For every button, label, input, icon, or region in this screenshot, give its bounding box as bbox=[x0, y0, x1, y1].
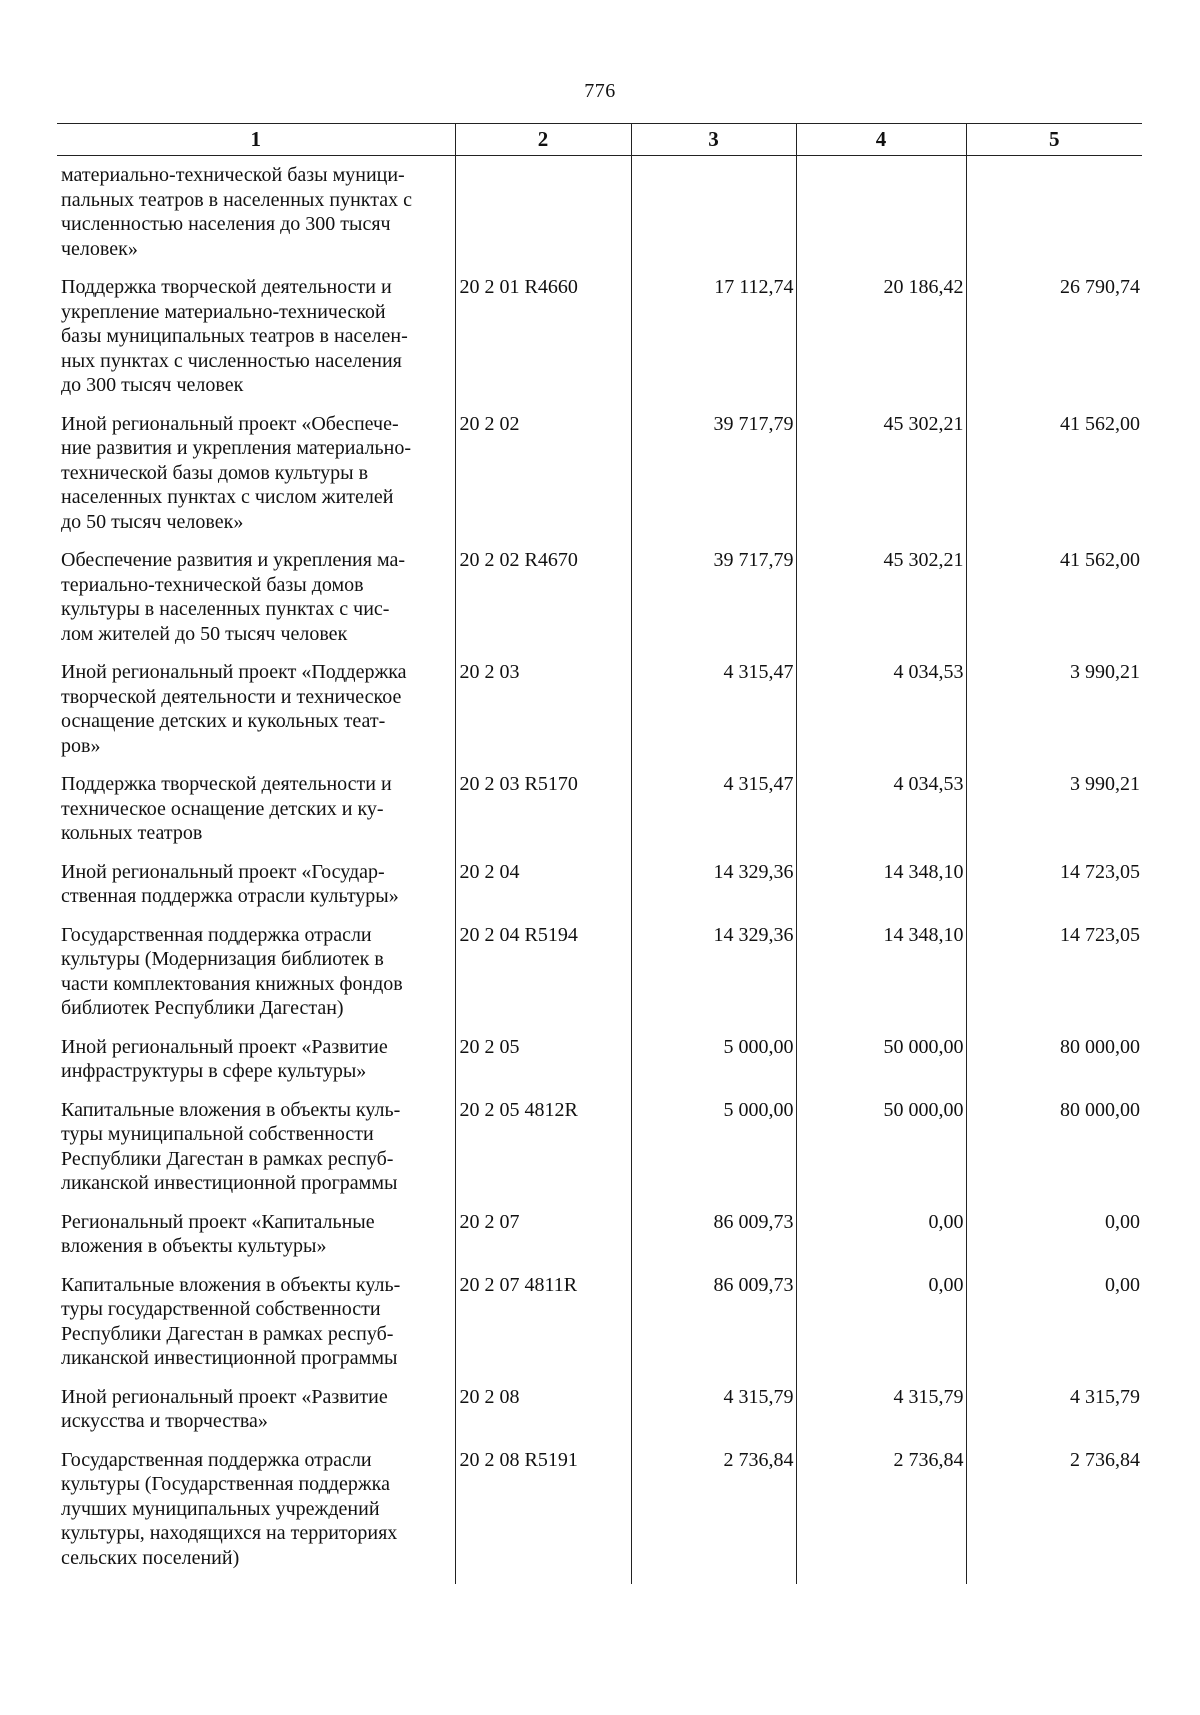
table-row bbox=[57, 156, 1142, 276]
row-name: Капитальные вложения в объекты куль- туры муниципальной собственности Республики Дагестан в рамках респуб- ликанской инвестиционной программы bbox=[61, 1098, 401, 1194]
row-value-col-5: 26 790,74 bbox=[966, 275, 1142, 412]
row-value-col-4: 45 302,21 bbox=[796, 548, 966, 660]
row-code: 20 2 07 4811R bbox=[455, 1273, 631, 1385]
row-value-col-3: 4 315,47 bbox=[631, 772, 796, 860]
table-row bbox=[57, 1448, 1142, 1585]
row-name: Иной региональный проект «Обеспече- ние развития и укрепления материально- технической базы домов культуры в населенных пунктах с числом жителей до 50 тысяч человек» bbox=[61, 412, 412, 533]
row-value-col-5: 14 723,05 bbox=[966, 923, 1142, 1035]
row-code: 20 2 05 4812R bbox=[455, 1098, 631, 1210]
row-code: 20 2 02 bbox=[455, 412, 631, 549]
table-row bbox=[57, 1098, 1142, 1210]
row-value-col-5: 4 315,79 bbox=[966, 1385, 1142, 1448]
row-code: 20 2 02 R4670 bbox=[455, 548, 631, 660]
row-value-col-5: 3 990,21 bbox=[966, 660, 1142, 772]
row-name: Поддержка творческой деятельности и техническое оснащение детских и ку- кольных театров bbox=[61, 773, 392, 844]
row-code: 20 2 01 R4660 bbox=[455, 275, 631, 412]
row-value-col-5: 41 562,00 bbox=[966, 412, 1142, 549]
row-code: 20 2 05 bbox=[455, 1035, 631, 1098]
row-code: 20 2 03 R5170 bbox=[455, 772, 631, 860]
row-name: Иной региональный проект «Развитие инфраструктуры в сфере культуры» bbox=[61, 1035, 388, 1082]
row-name: Иной региональный проект «Государ- ственная поддержка отрасли культуры» bbox=[61, 860, 399, 907]
table-row bbox=[57, 275, 1142, 412]
row-value-col-4: 0,00 bbox=[796, 1210, 966, 1273]
header-col-4: 4 bbox=[796, 124, 966, 156]
row-value-col-5: 80 000,00 bbox=[966, 1035, 1142, 1098]
header-col-2: 2 bbox=[455, 124, 631, 156]
header-col-5: 5 bbox=[966, 124, 1142, 156]
table-row bbox=[57, 860, 1142, 923]
table-row bbox=[57, 1035, 1142, 1098]
row-name: материально-технической базы муници- пальных театров в населенных пунктах с численностью населения до 300 тысяч человек» bbox=[61, 164, 412, 260]
row-code: 20 2 04 bbox=[455, 860, 631, 923]
row-value-col-4: 20 186,42 bbox=[796, 275, 966, 412]
table-row bbox=[57, 660, 1142, 772]
row-value-col-5: 3 990,21 bbox=[966, 772, 1142, 860]
table-row bbox=[57, 1385, 1142, 1448]
row-value-col-5 bbox=[966, 156, 1142, 276]
table-row bbox=[57, 1210, 1142, 1273]
row-name: Иной региональный проект «Поддержка творческой деятельности и техническое оснащение детских и кукольных теат- ров» bbox=[61, 661, 407, 757]
row-name: Государственная поддержка отрасли культуры (Государственная поддержка лучших муниципальных учреждений культуры, находящихся на территориях сельских поселений) bbox=[61, 1448, 398, 1569]
row-name: Иной региональный проект «Развитие искусства и творчества» bbox=[61, 1385, 388, 1432]
row-name: Государственная поддержка отрасли культуры (Модернизация библиотек в части комплектования книжных фондов библиотек Республики Дагестан) bbox=[61, 923, 403, 1019]
page-number: 776 bbox=[584, 80, 616, 102]
row-name: Обеспечение развития и укрепления ма- териально-технической базы домов культуры в населенных пунктах с чис- лом жителей до 50 тысяч человек bbox=[61, 549, 405, 645]
row-value-col-5: 80 000,00 bbox=[966, 1098, 1142, 1210]
row-value-col-4: 14 348,10 bbox=[796, 860, 966, 923]
row-value-col-3: 39 717,79 bbox=[631, 548, 796, 660]
row-value-col-4: 2 736,84 bbox=[796, 1448, 966, 1585]
row-code: 20 2 03 bbox=[455, 660, 631, 772]
row-name: Капитальные вложения в объекты куль- туры государственной собственности Республики Дагестан в рамках респуб- ликанской инвестиционной программы bbox=[61, 1273, 401, 1369]
table-row bbox=[57, 923, 1142, 1035]
row-value-col-4 bbox=[796, 156, 966, 276]
row-code: 20 2 07 bbox=[455, 1210, 631, 1273]
row-value-col-4: 50 000,00 bbox=[796, 1035, 966, 1098]
row-value-col-5: 41 562,00 bbox=[966, 548, 1142, 660]
row-value-col-3: 4 315,79 bbox=[631, 1385, 796, 1448]
row-value-col-3: 5 000,00 bbox=[631, 1098, 796, 1210]
table-row bbox=[57, 1273, 1142, 1385]
row-code: 20 2 08 R5191 bbox=[455, 1448, 631, 1585]
header-row bbox=[57, 124, 1142, 156]
table-header bbox=[57, 124, 1142, 156]
table-row bbox=[57, 548, 1142, 660]
row-value-col-3: 86 009,73 bbox=[631, 1273, 796, 1385]
row-value-col-3: 5 000,00 bbox=[631, 1035, 796, 1098]
row-value-col-3 bbox=[631, 156, 796, 276]
row-code bbox=[455, 156, 631, 276]
row-value-col-4: 4 034,53 bbox=[796, 772, 966, 860]
row-code: 20 2 08 bbox=[455, 1385, 631, 1448]
row-value-col-5: 14 723,05 bbox=[966, 860, 1142, 923]
row-value-col-4: 4 315,79 bbox=[796, 1385, 966, 1448]
row-value-col-4: 14 348,10 bbox=[796, 923, 966, 1035]
row-value-col-3: 2 736,84 bbox=[631, 1448, 796, 1585]
table-row bbox=[57, 412, 1142, 549]
row-value-col-3: 39 717,79 bbox=[631, 412, 796, 549]
row-value-col-3: 14 329,36 bbox=[631, 923, 796, 1035]
table-body bbox=[57, 156, 1142, 1585]
header-col-3: 3 bbox=[631, 124, 796, 156]
row-name: Региональный проект «Капитальные вложения в объекты культуры» bbox=[61, 1210, 375, 1257]
row-value-col-3: 4 315,47 bbox=[631, 660, 796, 772]
row-value-col-5: 0,00 bbox=[966, 1273, 1142, 1385]
table-row bbox=[57, 772, 1142, 860]
row-value-col-5: 2 736,84 bbox=[966, 1448, 1142, 1585]
row-value-col-3: 86 009,73 bbox=[631, 1210, 796, 1273]
budget-table-container bbox=[57, 123, 1142, 1584]
row-value-col-4: 45 302,21 bbox=[796, 412, 966, 549]
row-name: Поддержка творческой деятельности и укрепление материально-технической базы муниципальных театров в населен- ных пунктах с численностью населения до 300 тысяч человек bbox=[61, 276, 408, 396]
header-col-1: 1 bbox=[57, 124, 455, 156]
budget-table bbox=[57, 123, 1142, 1584]
row-code: 20 2 04 R5194 bbox=[455, 923, 631, 1035]
row-value-col-4: 4 034,53 bbox=[796, 660, 966, 772]
row-value-col-3: 14 329,36 bbox=[631, 860, 796, 923]
row-value-col-4: 0,00 bbox=[796, 1273, 966, 1385]
row-value-col-3: 17 112,74 bbox=[631, 275, 796, 412]
row-value-col-5: 0,00 bbox=[966, 1210, 1142, 1273]
row-value-col-4: 50 000,00 bbox=[796, 1098, 966, 1210]
